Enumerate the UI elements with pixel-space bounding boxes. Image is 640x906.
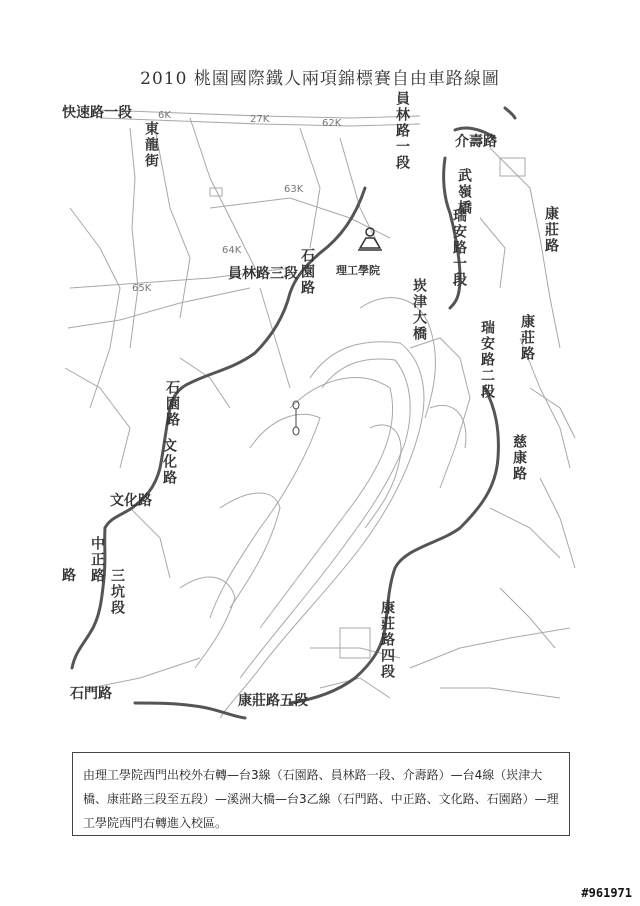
road-wenhua-h: 文化路 — [110, 493, 152, 509]
road-shiyuan-top: 石園路 — [299, 248, 315, 296]
road-wenhua: 文化路 — [161, 438, 177, 486]
road-shimen: 石門路 — [70, 686, 112, 702]
km-marker: 64K — [222, 245, 242, 256]
road-zhongzheng: 中正路 — [89, 536, 105, 584]
km-marker: 63K — [284, 184, 304, 195]
km-marker: 6K — [158, 110, 171, 121]
document-stamp: #961971 — [581, 886, 632, 900]
road-kangzhuang-5: 康莊路五段 — [238, 693, 308, 709]
km-marker: 27K — [250, 114, 270, 125]
road-kuaisu: 快速路一段 — [62, 105, 132, 121]
road-left-edge: 路 — [62, 568, 76, 584]
route-description: 由理工學院西門出校外右轉—台3線（石園路、員林路一段、介壽路）—台4線（崁津大橋、康莊路三段至五段）—溪洲大橋—台3乙線（石門路、中正路、文化路、石園路）—理工學院西門右轉進入校區。 — [72, 752, 570, 836]
road-kangzhuang-r: 康莊路 — [519, 314, 535, 362]
road-sankeng: 三坑段 — [109, 568, 125, 616]
route-map — [60, 88, 582, 728]
road-jieshou: 介壽路 — [455, 134, 497, 150]
road-ruian: 瑞安路一段 — [451, 208, 467, 288]
road-cilang: 慈康路 — [511, 434, 527, 482]
road-yuanlin-3: 員林路三段 — [228, 266, 298, 282]
person-icon — [356, 226, 384, 252]
km-marker: 62K — [322, 118, 342, 129]
map-title: 2010 桃園國際鐵人兩項錦標賽自由車路線圖 — [140, 69, 500, 89]
road-donglong: 東龍街 — [143, 121, 159, 169]
road-wuling: 武嶺橋 — [456, 168, 472, 216]
road-yuanlin-top: 員林路一段 — [394, 91, 410, 171]
road-ruian-2: 瑞安路二段 — [479, 320, 495, 400]
km-marker: 65K — [132, 283, 152, 294]
road-kangzhuang-tr: 康莊路 — [543, 206, 559, 254]
landmark-label: 理工學院 — [336, 264, 380, 277]
road-kangzhuang-4: 康莊路四段 — [379, 600, 395, 680]
road-kuijin: 崁津大橋 — [411, 278, 427, 342]
terrain-lines — [60, 88, 582, 728]
road-shiyuan-mid: 石園路 — [164, 380, 180, 428]
